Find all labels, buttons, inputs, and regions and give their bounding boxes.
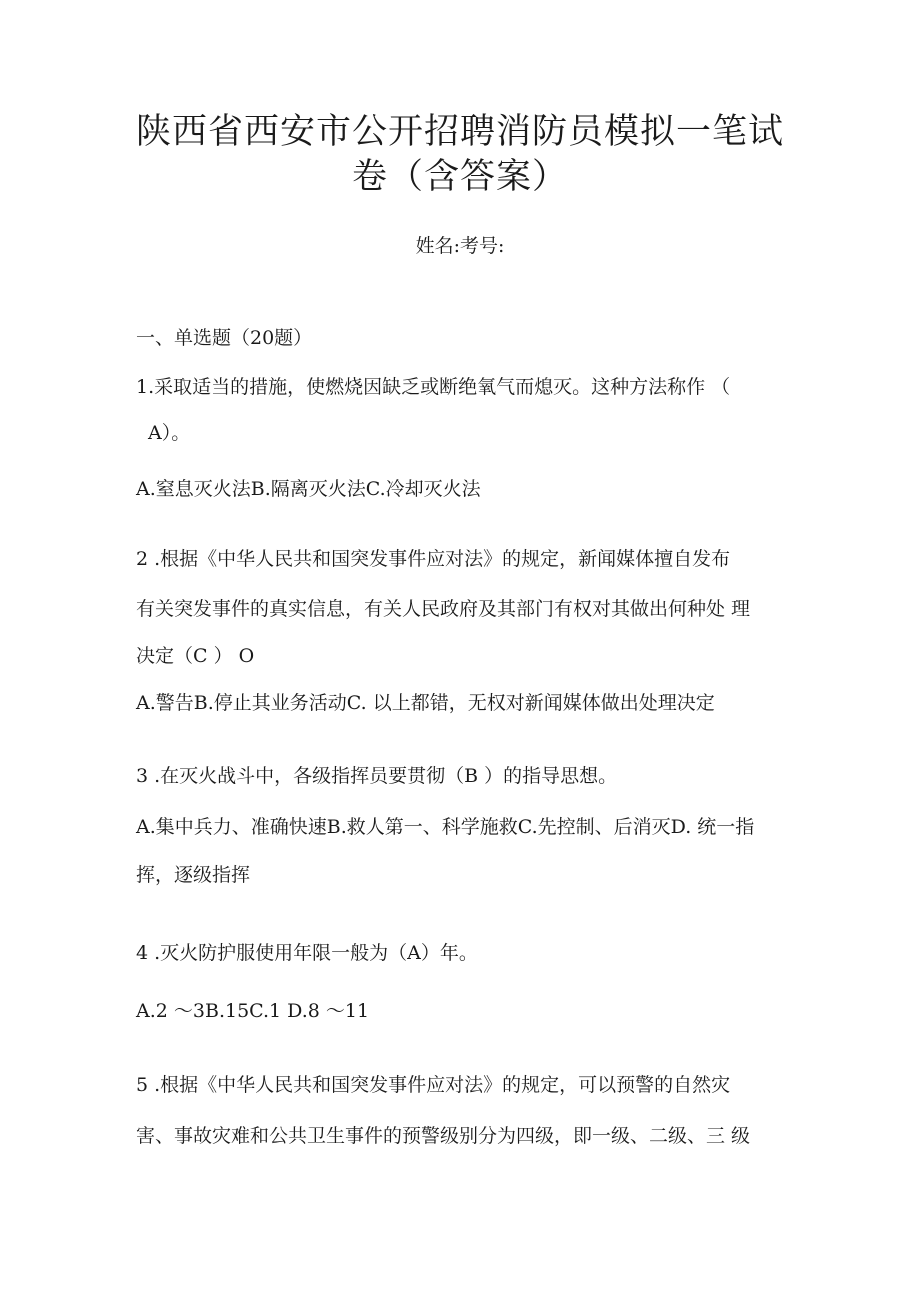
name-id-line: 姓名:考号: bbox=[415, 235, 505, 257]
question-3-options-line-2: 挥，逐级指挥 bbox=[136, 864, 251, 886]
question-2-line-2: 有关突发事件的真实信息，有关人民政府及其部门有权对其做出何种处 理 bbox=[136, 598, 751, 620]
question-4-line-1: 4 .灭火防护服使用年限一般为（A）年。 bbox=[136, 942, 478, 964]
question-3-options-line-1: A.集中兵力、准确快速B.救人第一、科学施救C.先控制、后消灭D. 统一指 bbox=[136, 816, 755, 838]
question-1-options: A.窒息灭火法B.隔离灭火法C.冷却灭火法 bbox=[136, 478, 481, 500]
question-3-line-1: 3 .在灭火战斗中，各级指挥员要贯彻（B ）的指导思想。 bbox=[136, 765, 618, 787]
section-heading: 一、单选题（20题） bbox=[136, 327, 313, 349]
question-2-line-3: 决定（C ） O bbox=[136, 645, 255, 667]
question-2-options: A.警告B.停止其业务活动C. 以上都错，无权对新闻媒体做出处理决定 bbox=[136, 692, 715, 714]
question-2-line-1: 2 .根据《中华人民共和国突发事件应对法》的规定，新闻媒体擅自发布 bbox=[136, 548, 731, 570]
question-5-line-2: 害、事故灾难和公共卫生事件的预警级别分为四级，即一级、二级、三 级 bbox=[136, 1125, 751, 1147]
document-title-line-2: 卷（含答案） bbox=[351, 157, 568, 197]
question-5-line-1: 5 .根据《中华人民共和国突发事件应对法》的规定，可以预警的自然灾 bbox=[136, 1074, 731, 1096]
question-4-options: A.2 ～3B.15C.1 D.8 ～11 bbox=[136, 1000, 370, 1022]
question-1-line-1: 1.采取适当的措施，使燃烧因缺乏或断绝氧气而熄灭。这种方法称作 （ bbox=[136, 376, 731, 398]
question-1-line-2: A）。 bbox=[148, 422, 191, 444]
document-title-line-1: 陕西省西安市公开招聘消防员模拟一笔试 bbox=[135, 112, 784, 152]
